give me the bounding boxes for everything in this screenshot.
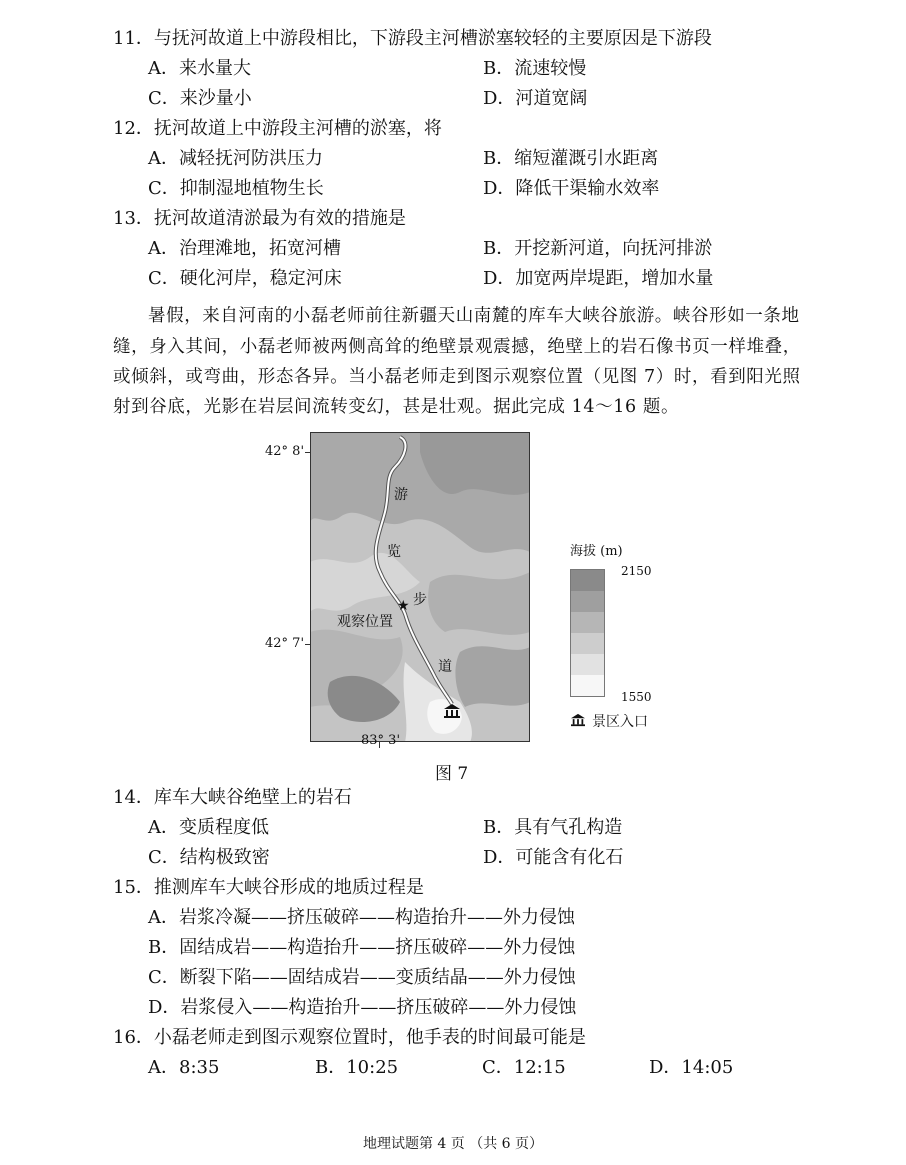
q15-option-c[interactable]: C．断裂下陷——固结成岩——变质结晶——外力侵蚀: [148, 967, 576, 988]
q11-option-d[interactable]: D．河道宽阔: [483, 88, 588, 109]
q14-option-a[interactable]: A．变质程度低: [148, 817, 269, 838]
latitude-top-label: 42° 8': [265, 444, 305, 459]
passage-line-4: 射到谷底，光影在岩层间流转变幻，甚是壮观。据此完成 14～16 题。: [113, 397, 680, 417]
q15-option-d[interactable]: D．岩浆侵入——构造抬升——挤压破碎——外力侵蚀: [148, 997, 577, 1018]
page-footer: 地理试题第 4 页 （共 6 页）: [362, 1136, 544, 1152]
q14-option-d[interactable]: D．可能含有化石: [483, 847, 624, 868]
legend-band-6: [571, 675, 604, 696]
q12-option-a[interactable]: A．减轻抚河防洪压力: [148, 148, 323, 169]
q15-option-b[interactable]: B．固结成岩——构造抬升——挤压破碎——外力侵蚀: [148, 937, 576, 958]
question-13-stem: 13．抚河故道清淤最为有效的措施是: [113, 208, 406, 229]
observation-star-icon: ★: [397, 598, 410, 614]
q14-option-b[interactable]: B．具有气孔构造: [483, 817, 623, 838]
passage-line-1: 暑假，来自河南的小磊老师前往新疆天山南麓的库车大峡谷旅游。峡谷形如一条地: [148, 306, 800, 326]
terrain-map: [310, 432, 530, 742]
lat-tick-mid: [305, 644, 311, 645]
lat-tick-top: [305, 452, 311, 453]
figure-caption: 图 7: [435, 764, 469, 784]
trail-char-2: 览: [387, 544, 401, 560]
legend-band-2: [571, 591, 604, 612]
elevation-legend-bar: [570, 569, 605, 697]
observation-label: 观察位置: [337, 614, 393, 630]
legend-max: 2150: [621, 564, 652, 578]
question-14-stem: 14．库车大峡谷绝壁上的岩石: [113, 787, 352, 808]
question-16-stem: 16．小磊老师走到图示观察位置时，他手表的时间最可能是: [113, 1027, 586, 1048]
q12-option-b[interactable]: B．缩短灌溉引水距离: [483, 148, 659, 169]
q14-option-c[interactable]: C．结构极致密: [148, 847, 270, 868]
q11-option-c[interactable]: C．来沙量小: [148, 88, 252, 109]
q16-option-a[interactable]: A．8:35: [148, 1057, 220, 1078]
q16-option-d[interactable]: D．14:05: [649, 1057, 734, 1078]
trail-char-3: 步: [413, 592, 427, 608]
q12-option-d[interactable]: D．降低干渠输水效率: [483, 178, 660, 199]
legend-entrance-icon: [570, 713, 586, 727]
legend-min: 1550: [621, 690, 652, 704]
legend-title: 海拔 (m): [570, 544, 623, 559]
q16-option-b[interactable]: B．10:25: [315, 1057, 399, 1078]
q15-option-a[interactable]: A．岩浆冷凝——挤压破碎——构造抬升——外力侵蚀: [148, 907, 575, 928]
legend-band-5: [571, 654, 604, 675]
q13-option-a[interactable]: A．治理滩地，拓宽河槽: [148, 238, 341, 259]
q13-option-b[interactable]: B．开挖新河道，向抚河排淤: [483, 238, 713, 259]
trail-char-4: 道: [438, 659, 452, 675]
q13-option-d[interactable]: D．加宽两岸堤距，增加水量: [483, 268, 714, 289]
question-15-stem: 15．推测库车大峡谷形成的地质过程是: [113, 877, 424, 898]
entrance-icon: [443, 703, 461, 719]
question-11-stem: 11．与抚河故道上中游段相比，下游段主河槽淤塞较轻的主要原因是下游段: [113, 28, 712, 49]
q13-option-c[interactable]: C．硬化河岸，稳定河床: [148, 268, 342, 289]
legend-band-3: [571, 612, 604, 633]
q12-option-c[interactable]: C．抑制湿地植物生长: [148, 178, 324, 199]
legend-entrance-label: 景区入口: [592, 714, 648, 730]
q11-option-a[interactable]: A．来水量大: [148, 58, 251, 79]
passage-line-2: 缝，身入其间，小磊老师被两侧高耸的绝壁景观震撼，绝壁上的岩石像书页一样堆叠，: [113, 337, 801, 357]
passage-line-3: 或倾斜，或弯曲，形态各异。当小磊老师走到图示观察位置（见图 7）时，看到阳光照: [113, 367, 801, 387]
legend-band-4: [571, 633, 604, 654]
latitude-mid-label: 42° 7': [265, 636, 305, 651]
q16-option-c[interactable]: C．12:15: [482, 1057, 566, 1078]
trail-char-1: 游: [394, 487, 408, 503]
q11-option-b[interactable]: B．流速较慢: [483, 58, 587, 79]
legend-band-1: [571, 570, 604, 591]
question-12-stem: 12．抚河故道上中游段主河槽的淤塞，将: [113, 118, 442, 139]
longitude-label: 83° 3': [361, 733, 401, 748]
